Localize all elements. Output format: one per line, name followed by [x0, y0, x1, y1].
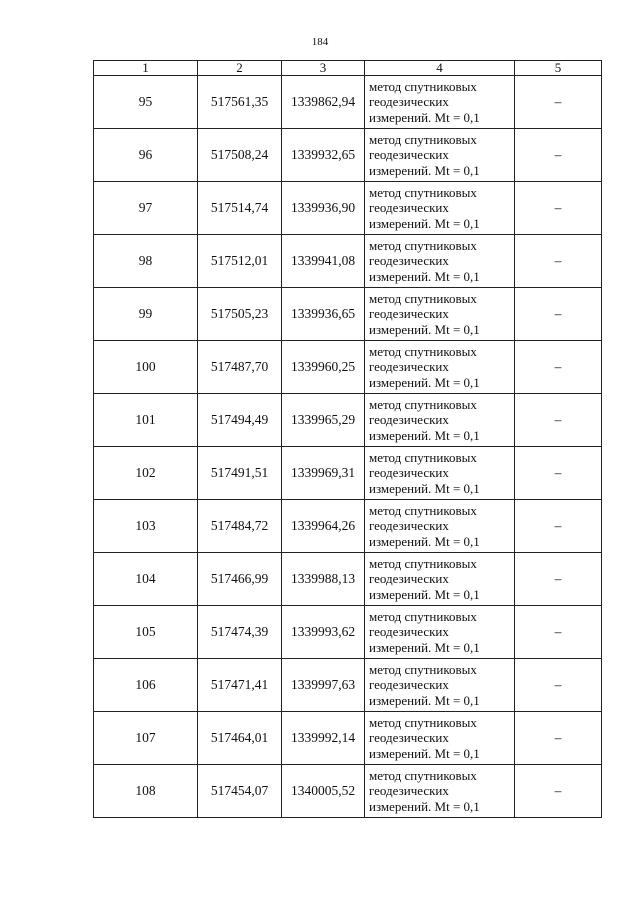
x-coordinate-cell: 517508,24 [198, 129, 282, 182]
note-cell: – [515, 288, 602, 341]
method-cell [365, 500, 515, 553]
method-line: метод спутниковых [369, 502, 477, 518]
column-header: 5 [515, 61, 602, 76]
method-line: геодезических [369, 200, 449, 216]
method-cell [365, 288, 515, 341]
y-coordinate-cell: 1339992,14 [282, 712, 365, 765]
point-number-cell: 100 [94, 341, 198, 394]
table-row [94, 765, 602, 818]
point-number-cell: 105 [94, 606, 198, 659]
table-row [94, 76, 602, 129]
point-number-cell: 98 [94, 235, 198, 288]
table-row [94, 394, 602, 447]
method-line: геодезических [369, 359, 449, 375]
header-row [94, 61, 602, 76]
method-line: геодезических [369, 730, 449, 746]
method-line: измерений. Mt = 0,1 [369, 798, 480, 814]
method-line: метод спутниковых [369, 290, 477, 306]
table-row [94, 553, 602, 606]
note-cell: – [515, 712, 602, 765]
method-line: геодезических [369, 94, 449, 110]
method-line: геодезических [369, 783, 449, 799]
x-coordinate-cell: 517474,39 [198, 606, 282, 659]
column-header: 1 [94, 61, 198, 76]
method-line: измерений. Mt = 0,1 [369, 586, 480, 602]
note-cell: – [515, 341, 602, 394]
method-line: метод спутниковых [369, 767, 477, 783]
method-cell [365, 341, 515, 394]
x-coordinate-cell: 517514,74 [198, 182, 282, 235]
method-line: измерений. Mt = 0,1 [369, 480, 480, 496]
y-coordinate-cell: 1339969,31 [282, 447, 365, 500]
method-line: измерений. Mt = 0,1 [369, 162, 480, 178]
method-line: измерений. Mt = 0,1 [369, 109, 480, 125]
y-coordinate-cell: 1339941,08 [282, 235, 365, 288]
x-coordinate-cell: 517494,49 [198, 394, 282, 447]
method-line: метод спутниковых [369, 608, 477, 624]
note-cell: – [515, 394, 602, 447]
x-coordinate-cell: 517464,01 [198, 712, 282, 765]
method-cell [365, 447, 515, 500]
method-line: геодезических [369, 412, 449, 428]
point-number-cell: 97 [94, 182, 198, 235]
method-line: измерений. Mt = 0,1 [369, 427, 480, 443]
x-coordinate-cell: 517561,35 [198, 76, 282, 129]
table-row [94, 447, 602, 500]
y-coordinate-cell: 1339988,13 [282, 553, 365, 606]
table-row [94, 129, 602, 182]
method-cell [365, 235, 515, 288]
note-cell: – [515, 553, 602, 606]
method-line: измерений. Mt = 0,1 [369, 533, 480, 549]
point-number-cell: 103 [94, 500, 198, 553]
method-line: метод спутниковых [369, 396, 477, 412]
x-coordinate-cell: 517505,23 [198, 288, 282, 341]
method-line: метод спутниковых [369, 555, 477, 571]
table-header [94, 61, 602, 76]
method-line: геодезических [369, 624, 449, 640]
method-line: измерений. Mt = 0,1 [369, 374, 480, 390]
note-cell: – [515, 235, 602, 288]
method-line: геодезических [369, 306, 449, 322]
table-row [94, 341, 602, 394]
note-cell: – [515, 500, 602, 553]
y-coordinate-cell: 1339965,29 [282, 394, 365, 447]
method-line: метод спутниковых [369, 237, 477, 253]
method-line: измерений. Mt = 0,1 [369, 321, 480, 337]
y-coordinate-cell: 1339936,65 [282, 288, 365, 341]
page-number: 184 [311, 36, 329, 48]
note-cell: – [515, 76, 602, 129]
note-cell: – [515, 765, 602, 818]
method-cell [365, 182, 515, 235]
column-header: 2 [198, 61, 282, 76]
method-line: метод спутниковых [369, 449, 477, 465]
method-line: геодезических [369, 518, 449, 534]
table-row [94, 235, 602, 288]
method-line: метод спутниковых [369, 184, 477, 200]
method-line: метод спутниковых [369, 714, 477, 730]
method-line: измерений. Mt = 0,1 [369, 639, 480, 655]
note-cell: – [515, 659, 602, 712]
method-line: геодезических [369, 147, 449, 163]
coordinates-table [93, 60, 602, 818]
method-line: измерений. Mt = 0,1 [369, 215, 480, 231]
method-cell [365, 659, 515, 712]
point-number-cell: 99 [94, 288, 198, 341]
method-cell [365, 129, 515, 182]
note-cell: – [515, 182, 602, 235]
x-coordinate-cell: 517454,07 [198, 765, 282, 818]
y-coordinate-cell: 1340005,52 [282, 765, 365, 818]
x-coordinate-cell: 517491,51 [198, 447, 282, 500]
y-coordinate-cell: 1339936,90 [282, 182, 365, 235]
y-coordinate-cell: 1339862,94 [282, 76, 365, 129]
x-coordinate-cell: 517487,70 [198, 341, 282, 394]
point-number-cell: 102 [94, 447, 198, 500]
table-body [94, 76, 602, 818]
y-coordinate-cell: 1339997,63 [282, 659, 365, 712]
method-line: геодезических [369, 677, 449, 693]
method-line: измерений. Mt = 0,1 [369, 745, 480, 761]
x-coordinate-cell: 517484,72 [198, 500, 282, 553]
y-coordinate-cell: 1339993,62 [282, 606, 365, 659]
table-row [94, 659, 602, 712]
table-row [94, 712, 602, 765]
method-line: измерений. Mt = 0,1 [369, 692, 480, 708]
column-header: 4 [365, 61, 515, 76]
method-cell [365, 394, 515, 447]
point-number-cell: 106 [94, 659, 198, 712]
method-cell [365, 606, 515, 659]
method-line: геодезических [369, 465, 449, 481]
table-row [94, 182, 602, 235]
method-line: геодезических [369, 571, 449, 587]
x-coordinate-cell: 517471,41 [198, 659, 282, 712]
point-number-cell: 108 [94, 765, 198, 818]
method-line: метод спутниковых [369, 661, 477, 677]
table-row [94, 288, 602, 341]
column-header: 3 [282, 61, 365, 76]
method-line: метод спутниковых [369, 78, 477, 94]
point-number-cell: 107 [94, 712, 198, 765]
note-cell: – [515, 606, 602, 659]
y-coordinate-cell: 1339932,65 [282, 129, 365, 182]
point-number-cell: 96 [94, 129, 198, 182]
table-row [94, 500, 602, 553]
y-coordinate-cell: 1339960,25 [282, 341, 365, 394]
method-line: геодезических [369, 253, 449, 269]
method-line: метод спутниковых [369, 343, 477, 359]
point-number-cell: 101 [94, 394, 198, 447]
y-coordinate-cell: 1339964,26 [282, 500, 365, 553]
method-line: измерений. Mt = 0,1 [369, 268, 480, 284]
table-row [94, 606, 602, 659]
point-number-cell: 95 [94, 76, 198, 129]
method-cell [365, 765, 515, 818]
x-coordinate-cell: 517466,99 [198, 553, 282, 606]
note-cell: – [515, 129, 602, 182]
method-cell [365, 553, 515, 606]
point-number-cell: 104 [94, 553, 198, 606]
method-line: метод спутниковых [369, 131, 477, 147]
x-coordinate-cell: 517512,01 [198, 235, 282, 288]
method-cell [365, 712, 515, 765]
method-cell [365, 76, 515, 129]
note-cell: – [515, 447, 602, 500]
